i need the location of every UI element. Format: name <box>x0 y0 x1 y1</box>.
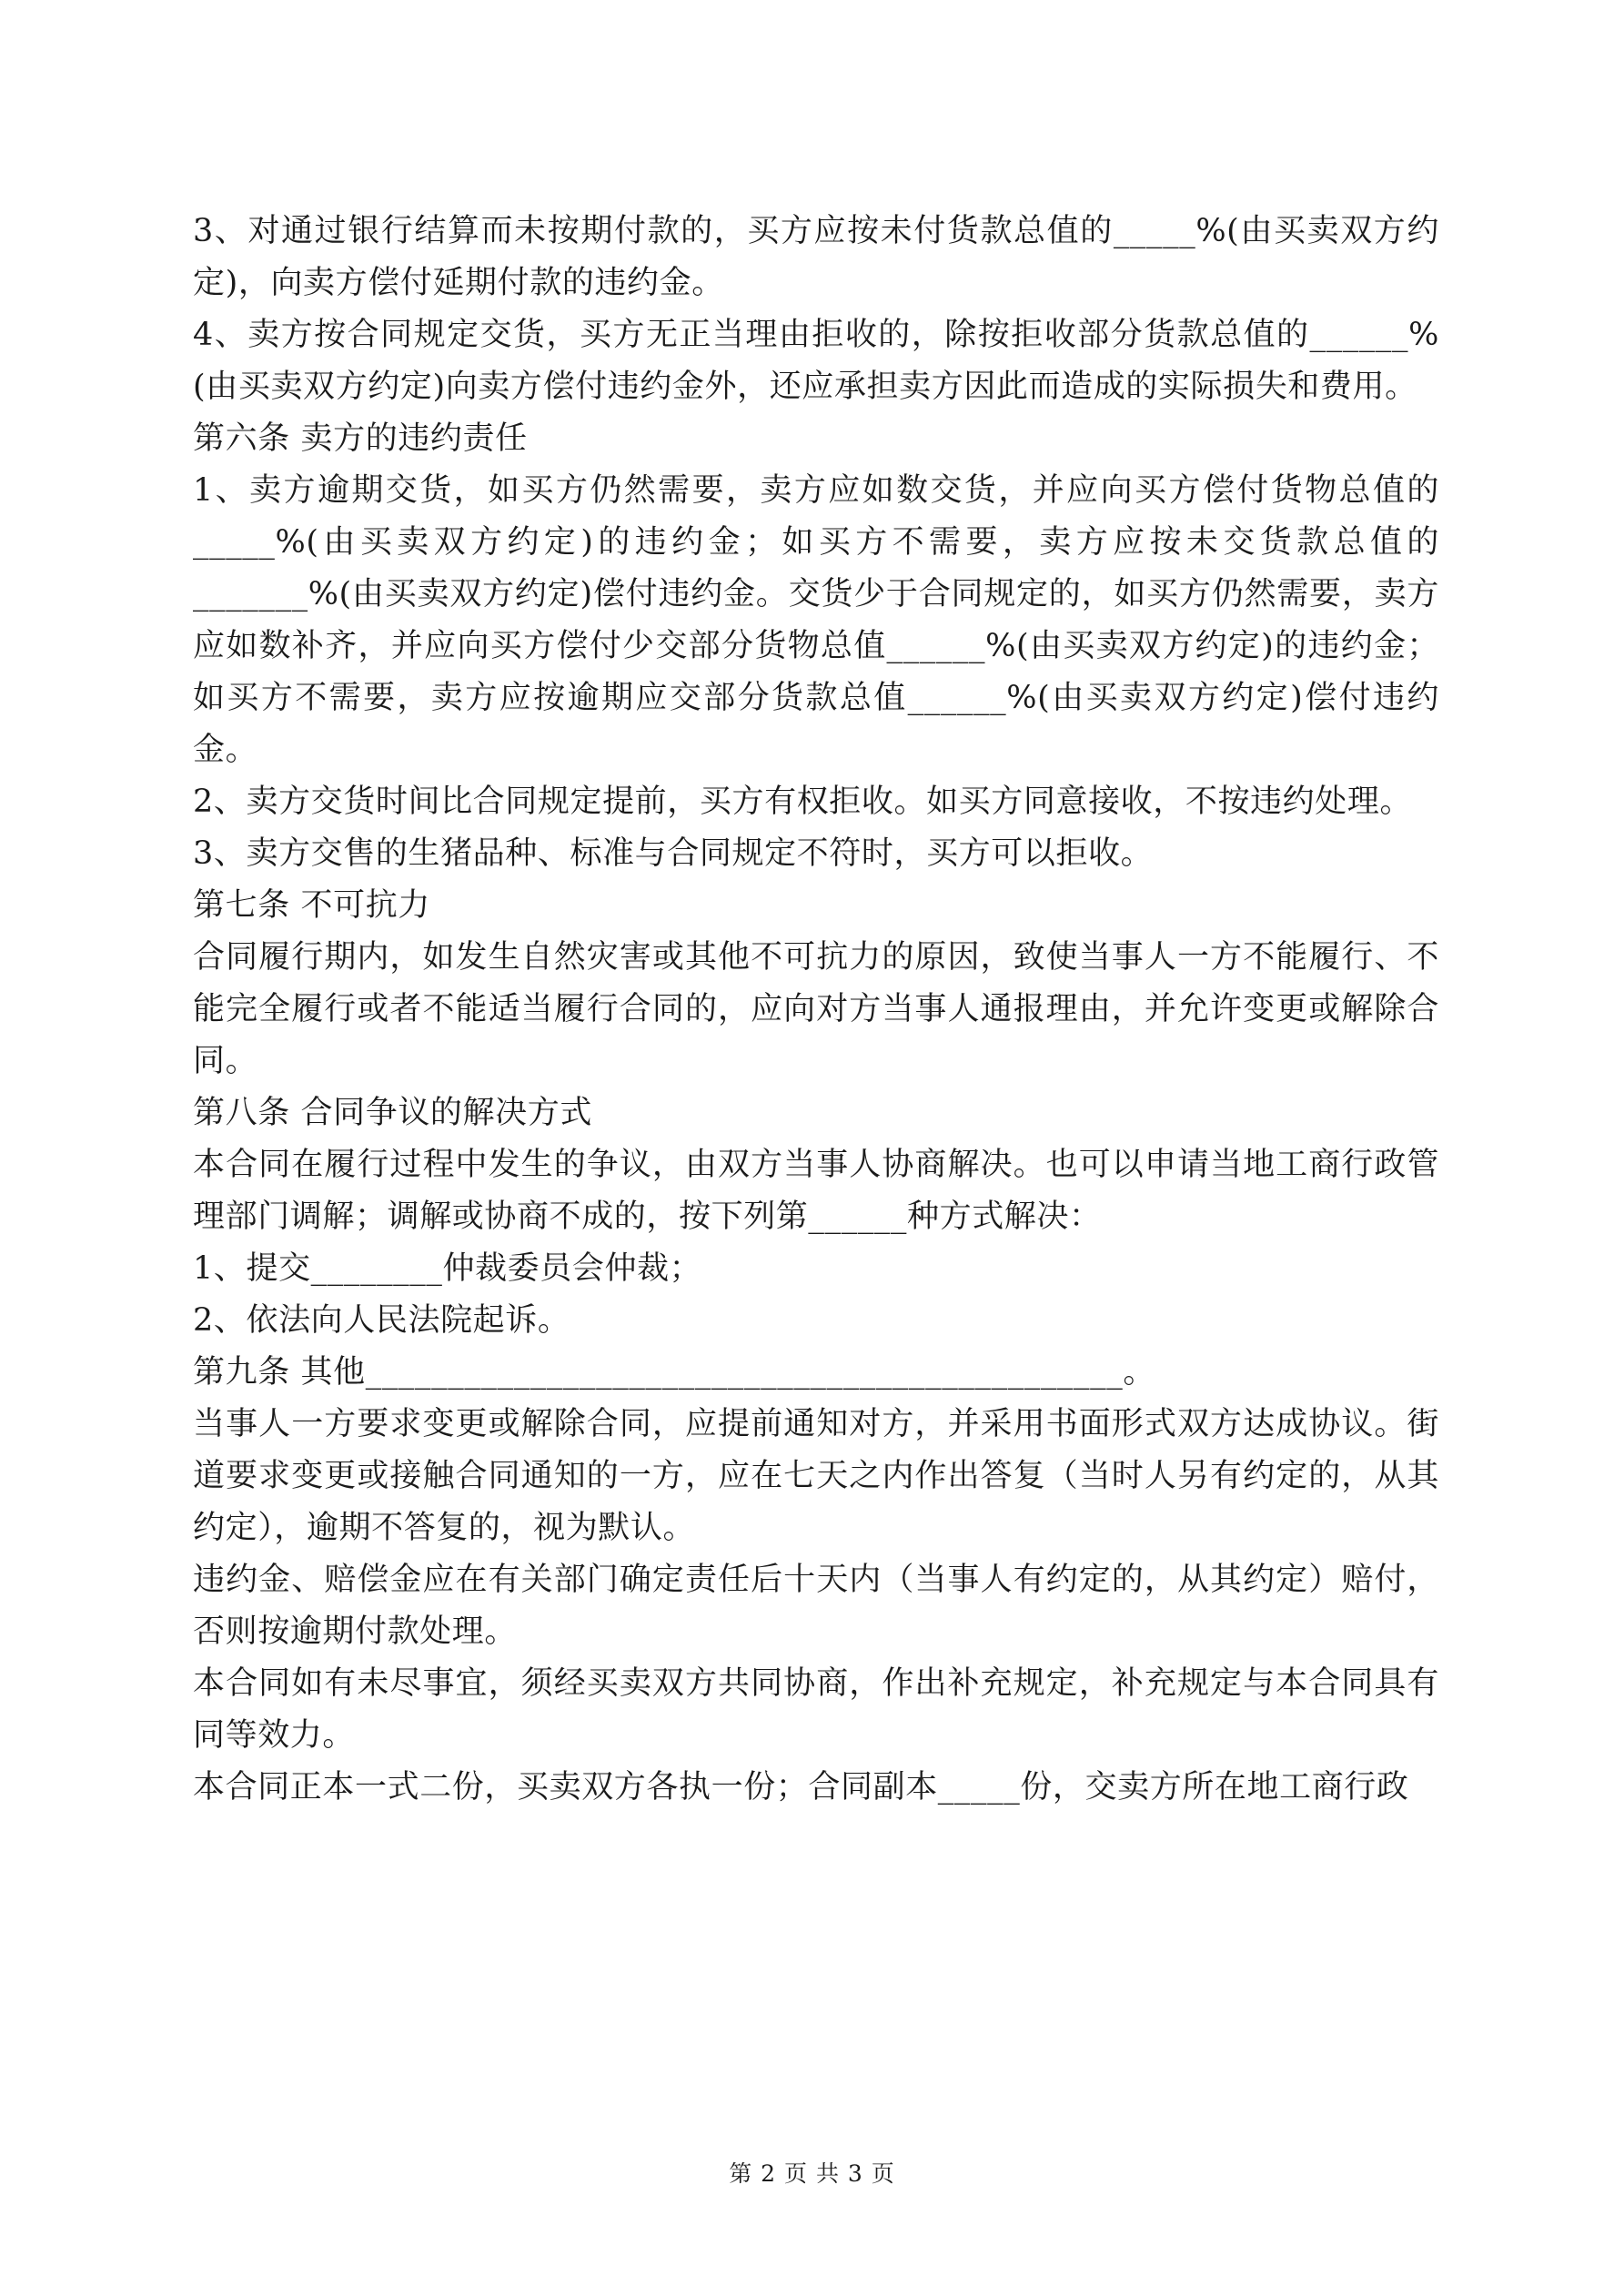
clause-5-item-4: 4、卖方按合同规定交货，买方无正当理由拒收的，除按拒收部分货款总值的______%(由买卖双方约定)向卖方偿付违约金外，还应承担卖方因此而造成的实际损失和费用。 <box>193 317 1439 405</box>
clause-6-item-2: 2、卖方交货时间比合同规定提前，买方有权拒收。如买方同意接收，不按违约处理。 <box>193 784 1413 820</box>
document-body <box>193 206 1439 1814</box>
clause-6-item-3: 3、卖方交售的生猪品种、标准与合同规定不符时，买方可以拒收。 <box>193 835 1154 872</box>
page-number-footer: 第 2 页 共 3 页 <box>729 2160 895 2187</box>
dispute-paragraph: 本合同在履行过程中发生的争议，由双方当事人协商解决。也可以申请当地工商行政管理部门调解；调解或协商不成的，按下列第______种方式解决： <box>193 1147 1439 1235</box>
clause-5-item-3: 3、对通过银行结算而未按期付款的，买方应按未付货款总值的_____%(由买卖双方约定)，向卖方偿付延期付款的违约金。 <box>193 213 1439 301</box>
force-majeure-paragraph: 合同履行期内，如发生自然灾害或其他不可抗力的原因，致使当事人一方不能履行、不能完全履行或者不能适当履行合同的，应向对方当事人通报理由，并允许变更或解除合同。 <box>193 939 1439 1079</box>
article-9-heading: 第九条 其他______________________________________________。 <box>193 1354 1155 1391</box>
clause-6-item-1: 1、卖方逾期交货，如买方仍然需要，卖方应如数交货，并应向买方偿付货物总值的_____%(由买卖双方约定)的违约金；如买方不需要，卖方应按未交货款总值的_______%(由买卖双方约定)偿付违约金。交货少于合同规定的，如买方仍然需要，卖方应如数补齐，并应向买方偿付少交部分货物总值______%(由买卖双方约定)的违约金；如买方不需要，卖方应按逾期应交部分货款总值______%(由买卖双方约定)偿付违约金。 <box>193 472 1439 768</box>
penalty-paragraph: 违约金、赔偿金应在有关部门确定责任后十天内（当事人有约定的，从其约定）赔付，否则按逾期付款处理。 <box>193 1562 1439 1650</box>
change-contract-paragraph: 当事人一方要求变更或解除合同，应提前通知对方，并采用书面形式双方达成协议。街道要求变更或接触合同通知的一方，应在七天之内作出答复（当时人另有约定的，从其约定），逾期不答复的，视为默认。 <box>193 1406 1439 1546</box>
dispute-option-1: 1、提交________仲裁委员会仲裁； <box>193 1250 702 1287</box>
article-6-heading: 第六条 卖方的违约责任 <box>193 420 528 457</box>
dispute-option-2: 2、依法向人民法院起诉。 <box>193 1302 570 1339</box>
article-7-heading: 第七条 不可抗力 <box>193 887 430 924</box>
copies-paragraph: 本合同正本一式二份，买卖双方各执一份；合同副本_____份，交卖方所在地工商行政 <box>193 1769 1409 1805</box>
article-8-heading: 第八条 合同争议的解决方式 <box>193 1095 592 1131</box>
supplement-paragraph: 本合同如有未尽事宜，须经买卖双方共同协商，作出补充规定，补充规定与本合同具有同等效力。 <box>193 1665 1439 1754</box>
